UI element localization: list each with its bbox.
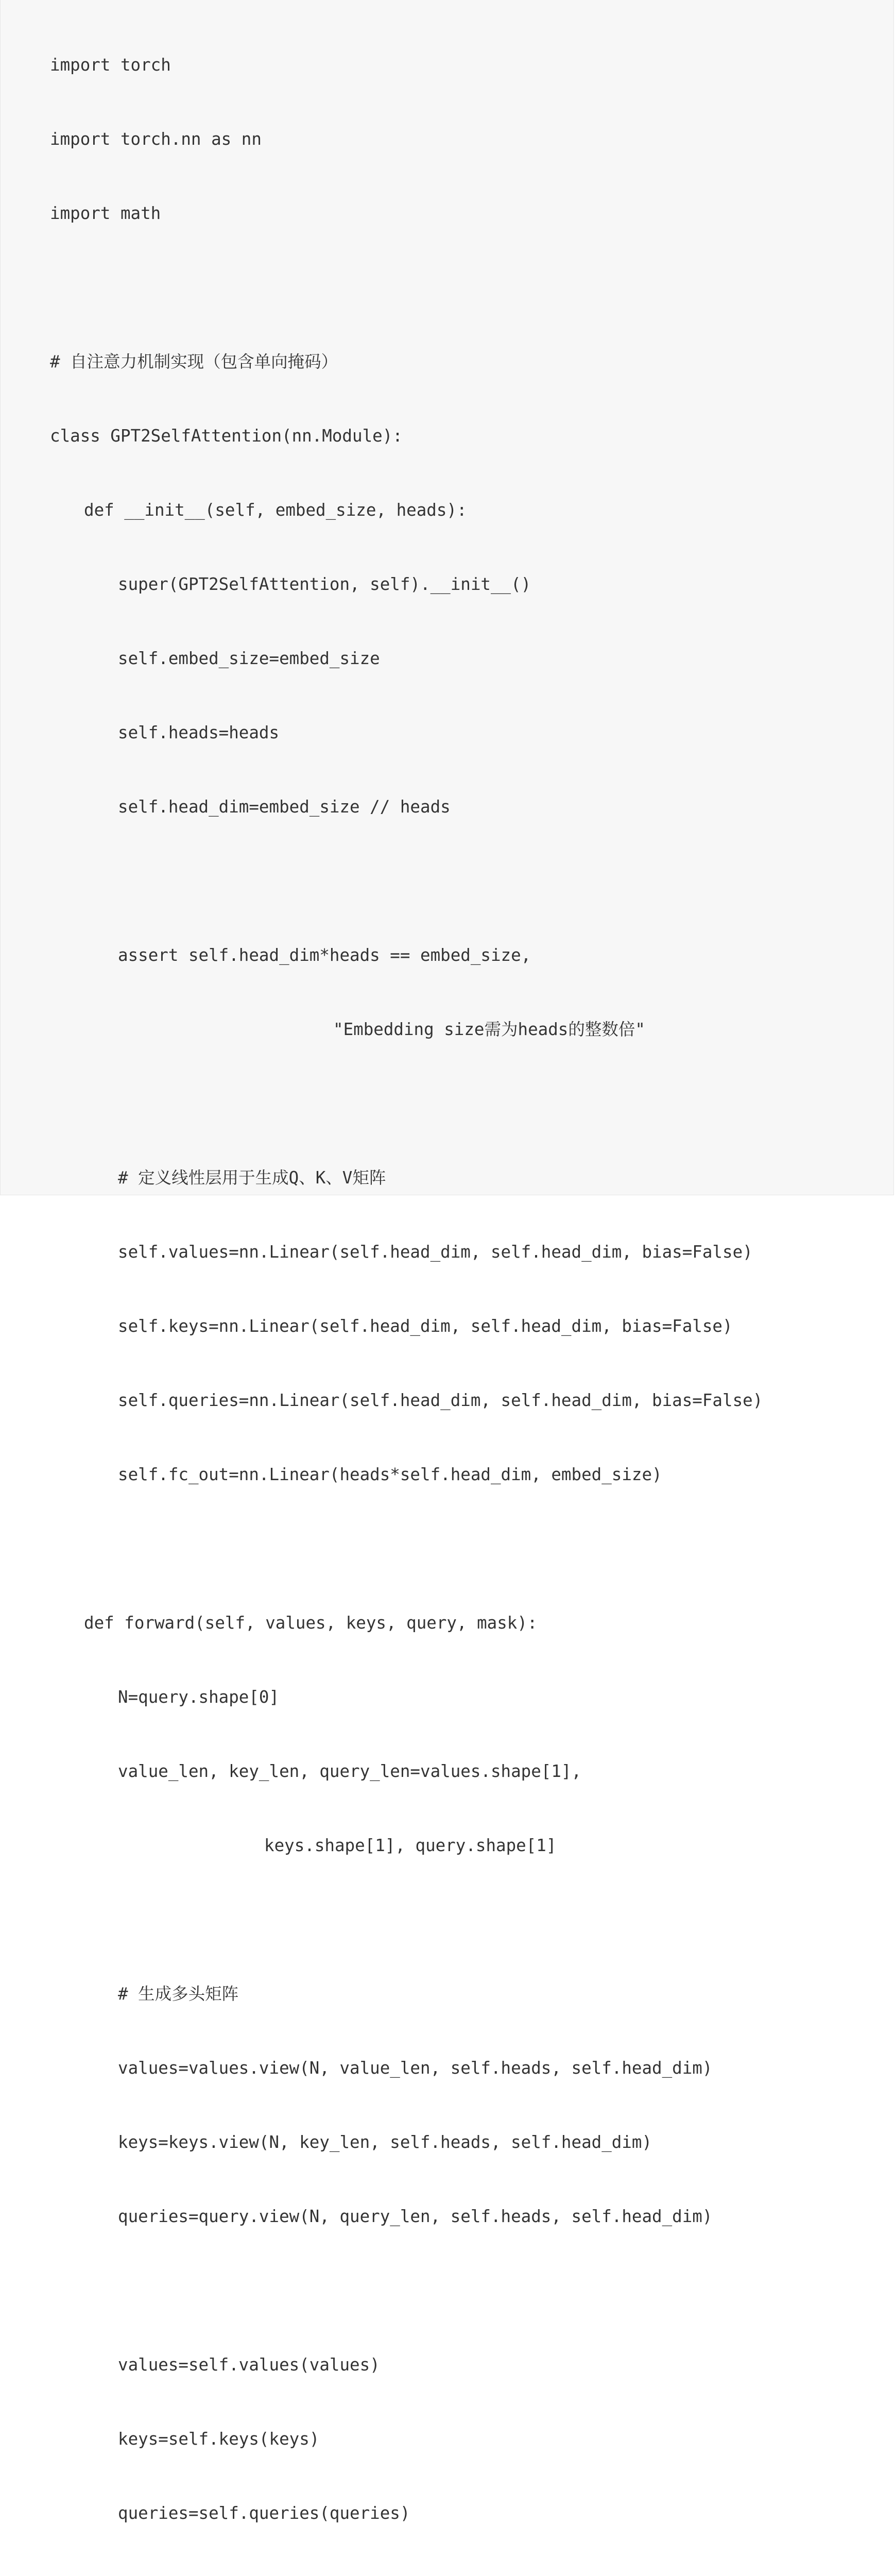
code-line: keys=keys.view(N, key_len, self.heads, self.head_dim) <box>118 2132 652 2152</box>
code-line: values=self.values(values) <box>118 2355 380 2375</box>
blank-line <box>50 869 784 893</box>
blank-line <box>50 2278 784 2303</box>
code-line: values=values.view(N, value_len, self.heads, self.head_dim) <box>118 2058 713 2078</box>
code-line: def forward(self, values, keys, query, mask): <box>84 1613 538 1633</box>
code-line: def __init__(self, embed_size, heads): <box>84 500 467 520</box>
code-comment: # 生成多头矩阵 <box>118 1984 239 2004</box>
code-line: self.queries=nn.Linear(self.head_dim, self.head_dim, bias=False) <box>118 1391 763 1410</box>
code-comment: # 自注意力机制实现（包含单向掩码） <box>50 352 338 371</box>
code-line: import torch <box>50 55 171 75</box>
code-line: self.embed_size=embed_size <box>118 649 380 668</box>
code-line: keys=self.keys(keys) <box>118 2429 320 2449</box>
blank-line <box>50 275 784 300</box>
blank-line <box>50 1907 784 1932</box>
code-line: keys.shape[1], query.shape[1] <box>264 1836 557 1855</box>
code-line: import torch.nn as nn <box>50 129 262 149</box>
blank-line <box>50 1536 784 1561</box>
code-comment: # 定义线性层用于生成Q、K、V矩阵 <box>118 1168 386 1188</box>
code-line: queries=query.view(N, query_len, self.heads, self.head_dim) <box>118 2207 713 2226</box>
code-line: value_len, key_len, query_len=values.shape[1], <box>118 1761 582 1781</box>
code-line: N=query.shape[0] <box>118 1687 280 1707</box>
code-line: "Embedding size需为heads的整数倍" <box>333 1020 645 1039</box>
code-line: self.values=nn.Linear(self.head_dim, self.head_dim, bias=False) <box>118 1242 753 1262</box>
code-line: self.keys=nn.Linear(self.head_dim, self.head_dim, bias=False) <box>118 1316 733 1336</box>
code-line: import math <box>50 204 161 223</box>
code-line: self.fc_out=nn.Linear(heads*self.head_dim, embed_size) <box>118 1465 662 1484</box>
code-line: class GPT2SelfAttention(nn.Module): <box>50 426 403 446</box>
code-listing <box>50 3 784 2576</box>
code-line: self.head_dim=embed_size // heads <box>118 797 451 817</box>
blank-line <box>50 1091 784 1116</box>
code-line: queries=self.queries(queries) <box>118 2503 410 2523</box>
code-line: super(GPT2SelfAttention, self).__init__() <box>118 574 531 594</box>
code-line: self.heads=heads <box>118 723 280 742</box>
code-line: assert self.head_dim*heads == embed_size, <box>118 945 531 965</box>
